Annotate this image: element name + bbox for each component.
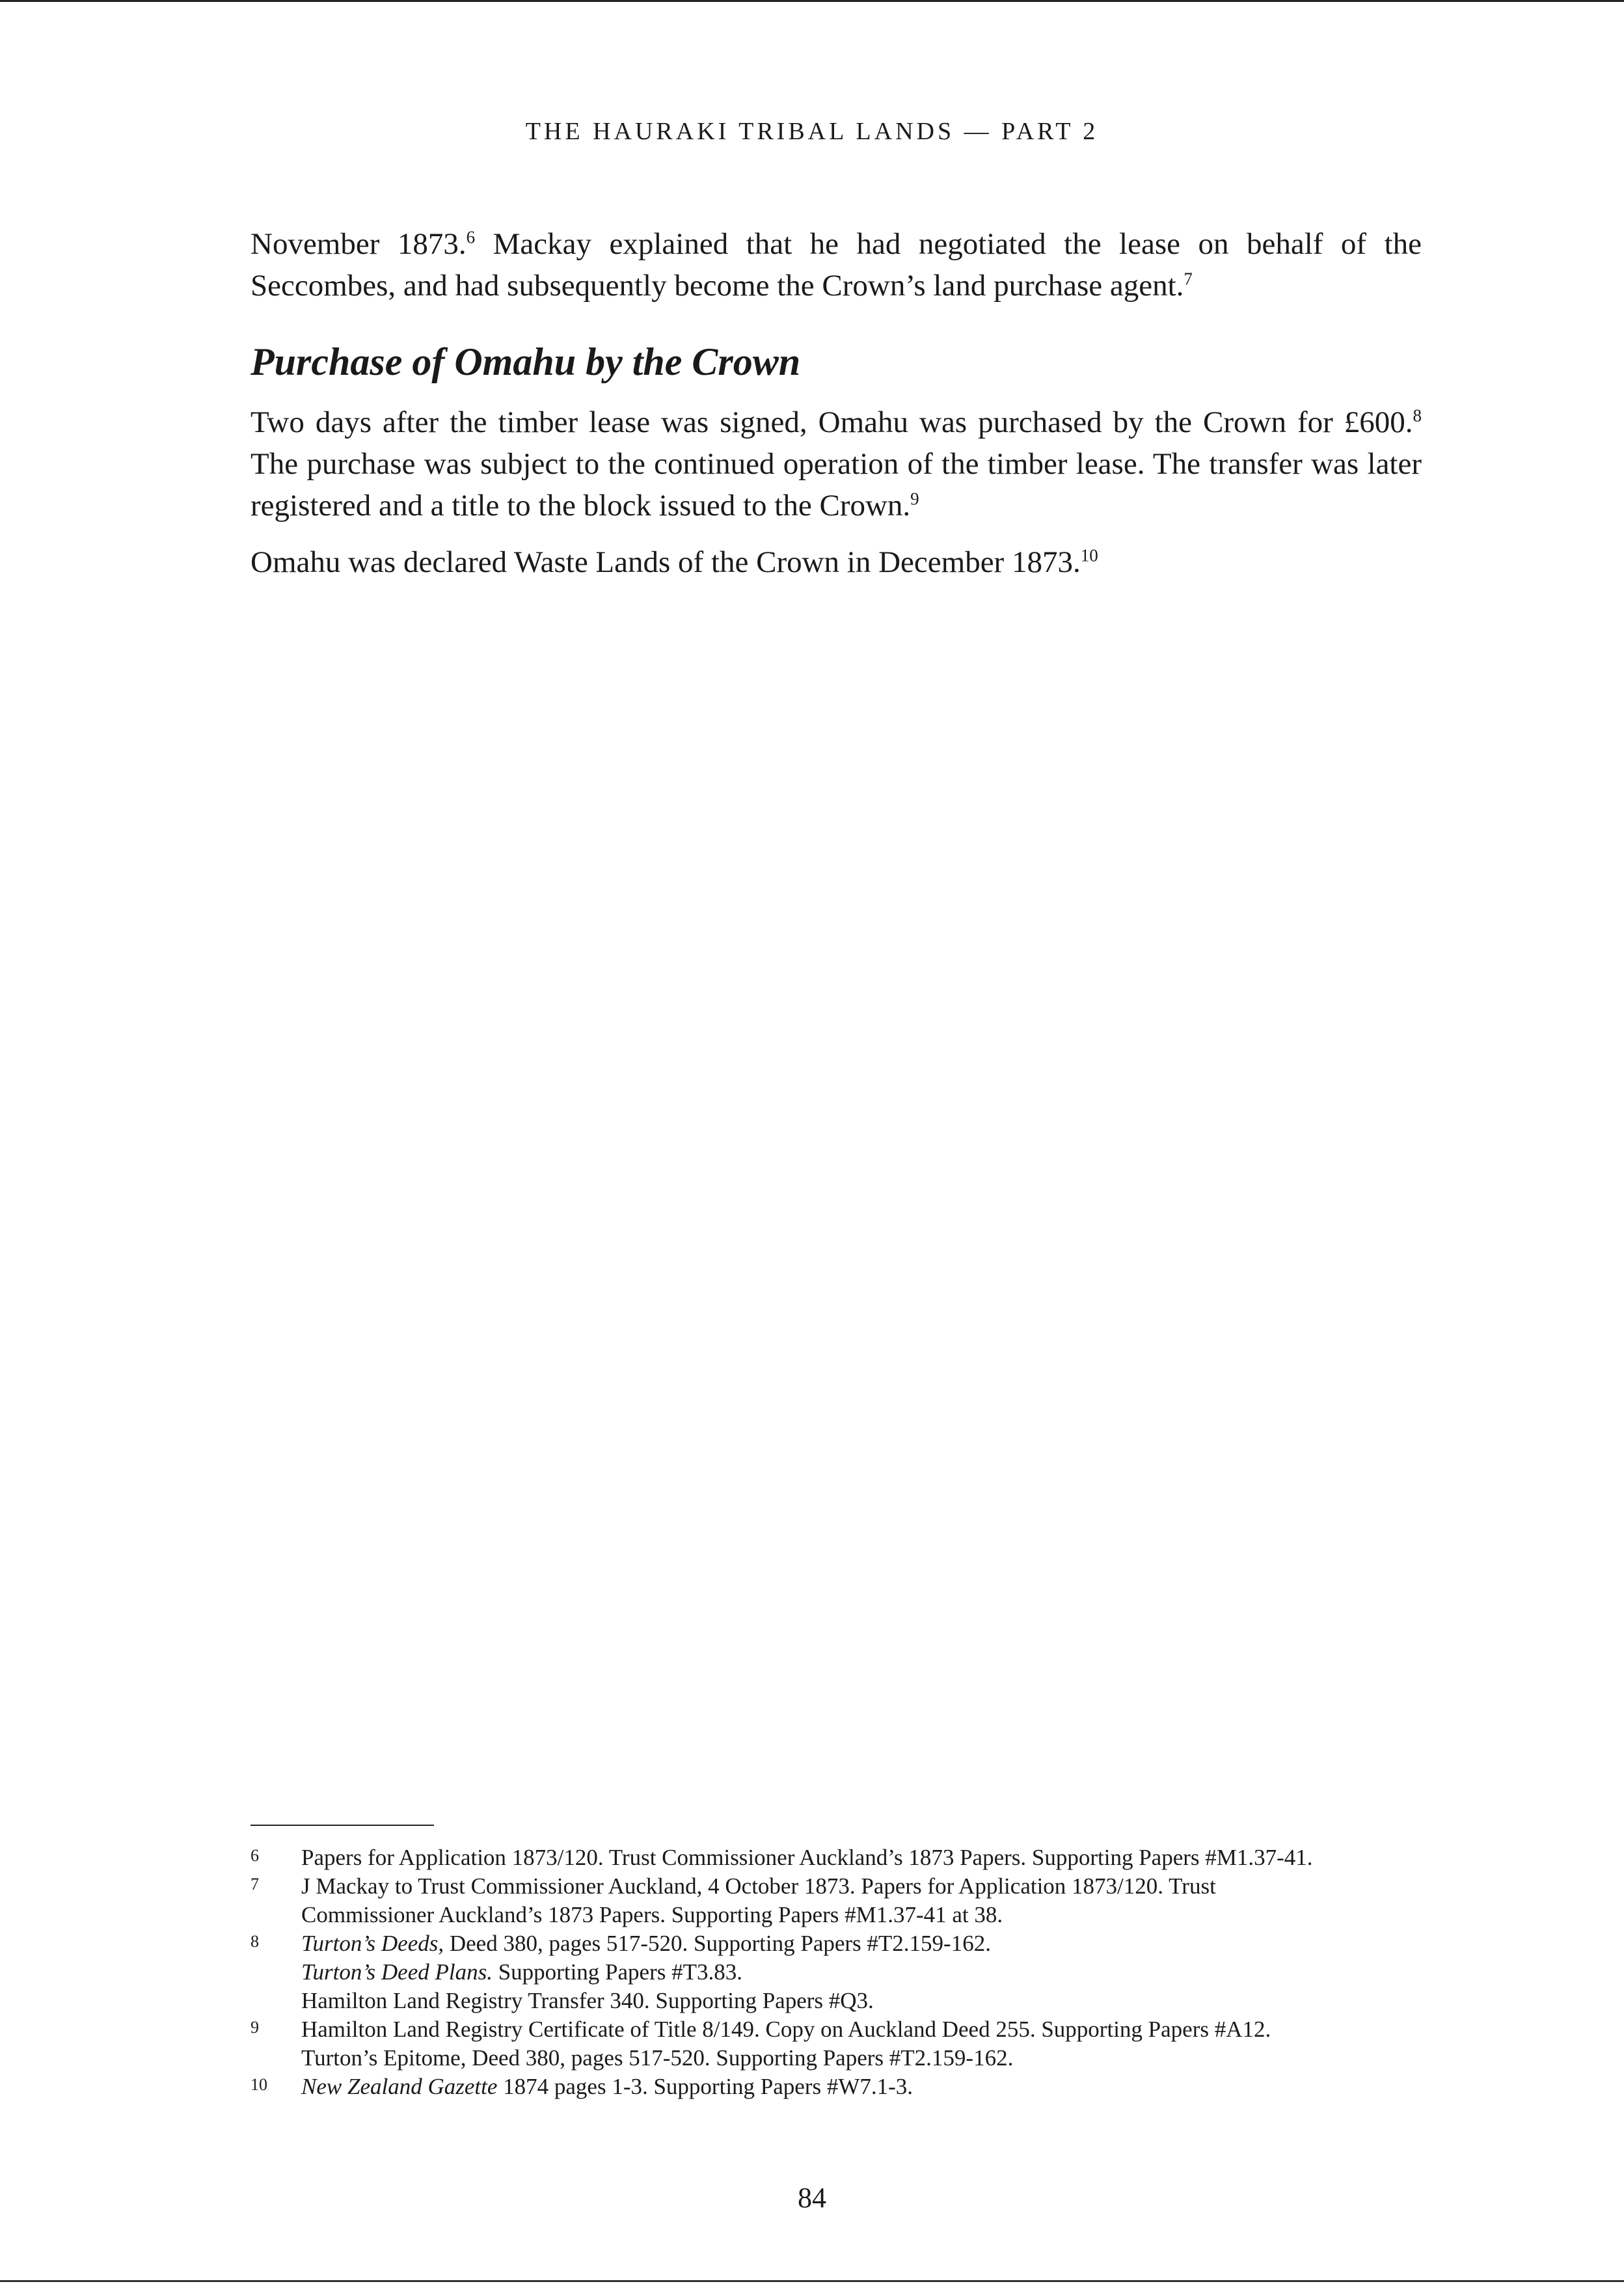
paragraph-2: Two days after the timber lease was signed, Omahu was purchased by the Crown for £600.$^8$ The purchase was subject to the continued operation of the timber lease. The transfer was later registered and a title to the block issued to the Crown.$^9$ xyxy=(250,405,1422,523)
footnote-text: J Mackay to Trust Commissioner Auckland, 4 October 1873. Papers for Application 1873/120. Trust xyxy=(301,1873,1216,1899)
footnote-text: Turton’s Deeds, Deed 380, pages 517-520. Supporting Papers #T2.159-162. xyxy=(301,1931,991,1956)
footnote-number: 9 xyxy=(250,2018,259,2037)
footnote-text: New Zealand Gazette 1874 pages 1-3. Supporting Papers #W7.1-3. xyxy=(301,2074,914,2099)
footnote-number: 6 xyxy=(250,1846,259,1865)
running-head: THE HAURAKI TRIBAL LANDS — PART 2 xyxy=(525,118,1099,145)
footnote-text: Hamilton Land Registry Certificate of Title 8/149. Copy on Auckland Deed 255. Supporting Papers #A12. xyxy=(301,2017,1271,2042)
page-number: 84 xyxy=(798,2182,826,2214)
footnote-number: 7 xyxy=(250,1875,259,1894)
footnote-10 xyxy=(250,2073,1435,2101)
footnote-text: Turton’s Deed Plans. Supporting Papers #T3.83. xyxy=(301,1959,742,1985)
footnote-8 xyxy=(250,1929,1435,2015)
footnote-text: Hamilton Land Registry Transfer 340. Supporting Papers #Q3. xyxy=(301,1988,874,2013)
footnote-text: Papers for Application 1873/120. Trust Commissioner Auckland’s 1873 Papers. Supporting Papers #M1.37-41. xyxy=(301,1845,1313,1870)
footnote-9 xyxy=(250,2015,1435,2073)
footnote-ref-6: 6 xyxy=(466,227,476,247)
top-border-line xyxy=(0,0,1624,2)
footnote-number: 10 xyxy=(250,2075,267,2094)
footnote-7 xyxy=(250,1872,1435,1929)
footnote-number: 8 xyxy=(250,1932,259,1951)
footnote-6 xyxy=(250,1843,1435,1872)
paragraph-1: November 1873.$^6$ Mackay explained that he had negotiated the lease on behalf of the Seccombes, and had subsequently become the Crown’s land purchase agent.$^7$ xyxy=(250,227,1422,303)
footnotes xyxy=(250,1843,1435,2101)
footnote-ref-7: 7 xyxy=(1184,269,1193,289)
footnote-text: Commissioner Auckland’s 1873 Papers. Supporting Papers #M1.37-41 at 38. xyxy=(301,1902,1003,1927)
footnote-ref-8: 8 xyxy=(1413,405,1422,426)
footnote-text: Turton’s Epitome, Deed 380, pages 517-520. Supporting Papers #T2.159-162. xyxy=(301,2045,1014,2071)
paragraph-3: Omahu was declared Waste Lands of the Crown in December 1873.10 xyxy=(250,545,1098,579)
section-heading: Purchase of Omahu by the Crown xyxy=(250,340,801,383)
footnote-ref-10: 10 xyxy=(1080,545,1098,565)
footnote-rule xyxy=(250,1825,434,1826)
bottom-border-line xyxy=(0,2280,1624,2282)
footnote-ref-9: 9 xyxy=(910,489,919,509)
